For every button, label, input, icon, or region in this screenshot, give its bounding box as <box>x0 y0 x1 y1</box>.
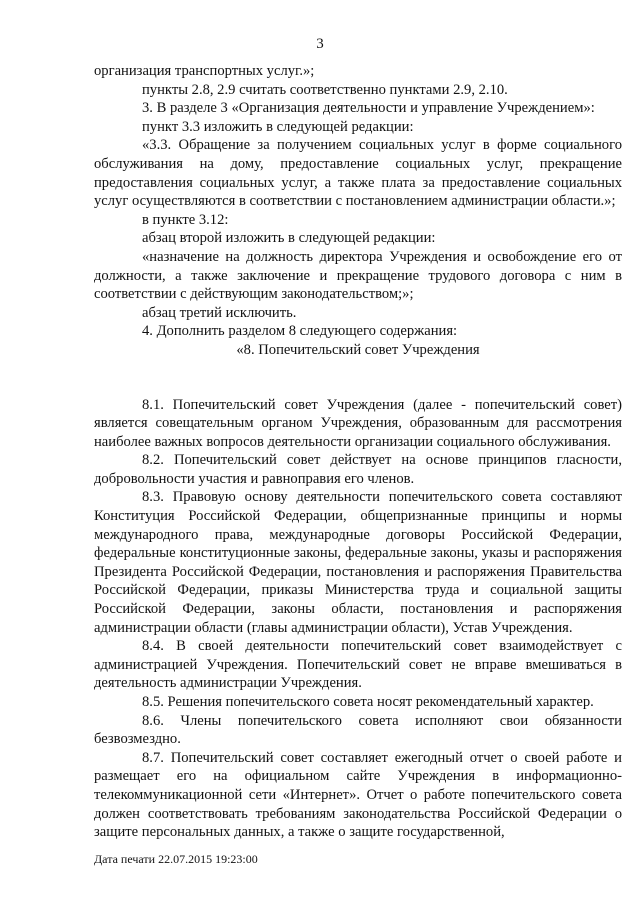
document-body <box>94 62 622 842</box>
paragraph-8-1: 8.1. Попечительский совет Учреждения (далее - попечительский совет) является совещательным органом Учреждения, образованным для рассмотрения наиболее важных вопросов деятельности организации социального обслуживания. <box>94 396 622 450</box>
paragraph-8-2: 8.2. Попечительский совет действует на основе принципов гласности, добровольности участия и равноправия его членов. <box>94 452 622 487</box>
paragraph-transport-services: организация транспортных услуг.»; <box>94 63 315 79</box>
paragraph-section-3: 3. В разделе 3 «Организация деятельности и управление Учреждением»: <box>142 100 595 117</box>
section-8-heading: «8. Попечительский совет Учреждения <box>236 341 480 358</box>
paragraph-director-appointment: «назначение на должность директора Учреждения и освобождение его от должности, а также заключение и прекращение трудового договора с ним в соответствии с действующим законодательством;»; <box>94 248 622 303</box>
paragraph-8-5: 8.5. Решения попечительского совета носят рекомендательный характер. <box>142 694 594 710</box>
paragraph-8-7: 8.7. Попечительский совет составляет ежегодный отчет о своей работе и размещает его на официальном сайте Учреждения в информационно-телекоммуникационной сети «Интернет». Отчет о работе попечительского совета должен соответствовать требованиям законодательства Российской Федерации о защите персональных данных, а также о защите государственной, <box>94 749 622 841</box>
spacer <box>94 360 622 396</box>
paragraph-third-abzac-exclude: абзац третий исключить. <box>142 304 297 321</box>
paragraph-second-abzac-intro: абзац второй изложить в следующей редакции: <box>142 230 436 247</box>
paragraph-item-3-3-text: «3.3. Обращение за получением социальных услуг в форме социального обслуживания на дому, предоставление социальных услуг, прекращение предоставления социальных услуг, а также плата за предоставление социальных услуг осуществляются в соответствии с постановлением администрации области.»; <box>94 137 622 210</box>
paragraph-section-8-add: 4. Дополнить разделом 8 следующего содержания: <box>142 323 458 340</box>
page-number: 3 <box>316 36 324 52</box>
paragraph-8-3: 8.3. Правовую основу деятельности попечительского совета составляют Конституция Российской Федерации, общепризнанные принципы и нормы международного права, международные договоры Российской Федерации, федеральные конституционные законы, федеральные законы, указы и распоряжения Президента Российской Федерации, постановления и распоряжения Правительства Российской Федерации, приказы Министерства труда и социальной защиты Российской Федерации, законы области, постановления и распоряжения администрации области (главы администрации области), Устав Учреждения. <box>94 489 622 636</box>
paragraph-item-3-3-intro: пункт 3.3 изложить в следующей редакции: <box>142 118 414 135</box>
paragraph-8-4: 8.4. В своей деятельности попечительский совет взаимодействует с администрацией Учреждения. Попечительский совет не вправе вмешиваться в деятельность администрации Учреждения. <box>94 638 622 692</box>
paragraph-item-3-12: в пункте 3.12: <box>142 211 229 228</box>
paragraph-8-6: 8.6. Члены попечительского совета исполняют свои обязанности безвозмездно. <box>94 712 622 748</box>
paragraph-items-renumber: пункты 2.8, 2.9 считать соответственно пунктами 2.9, 2.10. <box>142 81 508 98</box>
print-date-footer: Дата печати 22.07.2015 19:23:00 <box>94 852 258 866</box>
